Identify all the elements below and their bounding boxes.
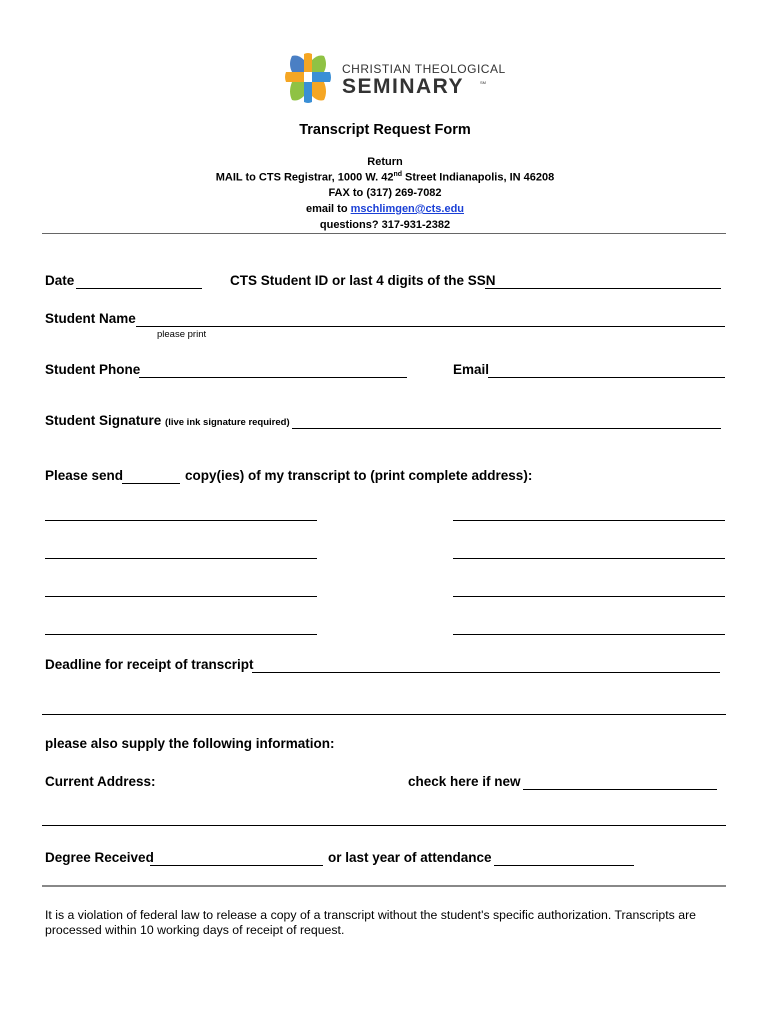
return-label: Return [367,156,403,168]
form-title: Transcript Request Form [299,122,471,138]
student-id-label: CTS Student ID or last 4 digits of the SSN [230,273,496,288]
logo-line1: CHRISTIAN THEOLOGICAL [342,62,506,76]
address-line-right-3[interactable] [453,584,725,597]
logo [284,52,506,106]
student-id-field[interactable] [485,276,721,289]
mail-address [0,171,770,184]
student-name-field[interactable] [136,314,725,327]
address-line-right-2[interactable] [453,546,725,559]
current-address-label: Current Address: [45,774,156,789]
address-line-left-4[interactable] [45,622,317,635]
student-name-label: Student Name [45,311,136,326]
address-line-right-4[interactable] [453,622,725,635]
fax-number: FAX to (317) 269-7082 [328,187,442,199]
copies-text: copy(ies) of my transcript to (print complete address): [185,468,533,483]
last-year-label: or last year of attendance [328,850,492,865]
email-field[interactable] [488,365,725,378]
address-line-right-1[interactable] [453,508,725,521]
supply-info-heading: please also supply the following information: [45,736,335,751]
student-signature-field[interactable] [292,416,721,429]
section-divider-line [42,702,726,715]
date-field[interactable] [76,276,202,289]
address-line-left-1[interactable] [45,508,317,521]
student-signature-label [45,413,290,428]
copies-count-field[interactable] [122,471,180,484]
header-divider [42,233,726,234]
current-address-field[interactable] [42,813,726,826]
footer-divider [42,885,726,887]
student-phone-label: Student Phone [45,362,141,377]
signature-note: (live ink signature required) [165,417,290,428]
seminary-cross-icon [284,52,332,104]
last-year-field[interactable] [494,853,634,866]
check-new-label: check here if new [408,774,521,789]
logo-line2: SEMINARY [342,75,465,98]
address-line-left-3[interactable] [45,584,317,597]
date-label: Date [45,273,75,288]
student-phone-field[interactable] [139,365,407,378]
deadline-label: Deadline for receipt of transcript [45,657,254,672]
degree-received-label: Degree Received [45,850,154,865]
please-print-note: please print [157,329,207,340]
questions-phone: questions? 317-931-2382 [319,219,451,231]
degree-received-field[interactable] [150,853,323,866]
please-send-label: Please send [45,468,124,483]
deadline-field[interactable] [252,660,720,673]
mail-sup: nd [393,171,402,178]
check-new-field[interactable] [523,777,717,790]
signature-label-text: Student Signature [45,413,162,428]
email-prefix: email to [305,203,351,215]
address-line-left-2[interactable] [45,546,317,559]
legal-notice: It is a violation of federal law to release a copy of a transcript without the student's specific authorization. Transcripts are processed within 10 working days of receipt of request. [45,908,696,937]
email-label: Email [453,362,490,377]
logo-trademark: SM [480,80,486,85]
mail-suffix: Street Indianapolis, IN 46208 [402,171,555,184]
mail-prefix: MAIL to CTS Registrar, 1000 W. 42 [215,171,394,184]
email-line [0,203,770,215]
email-link[interactable]: mschlimgen@cts.edu [350,203,465,215]
